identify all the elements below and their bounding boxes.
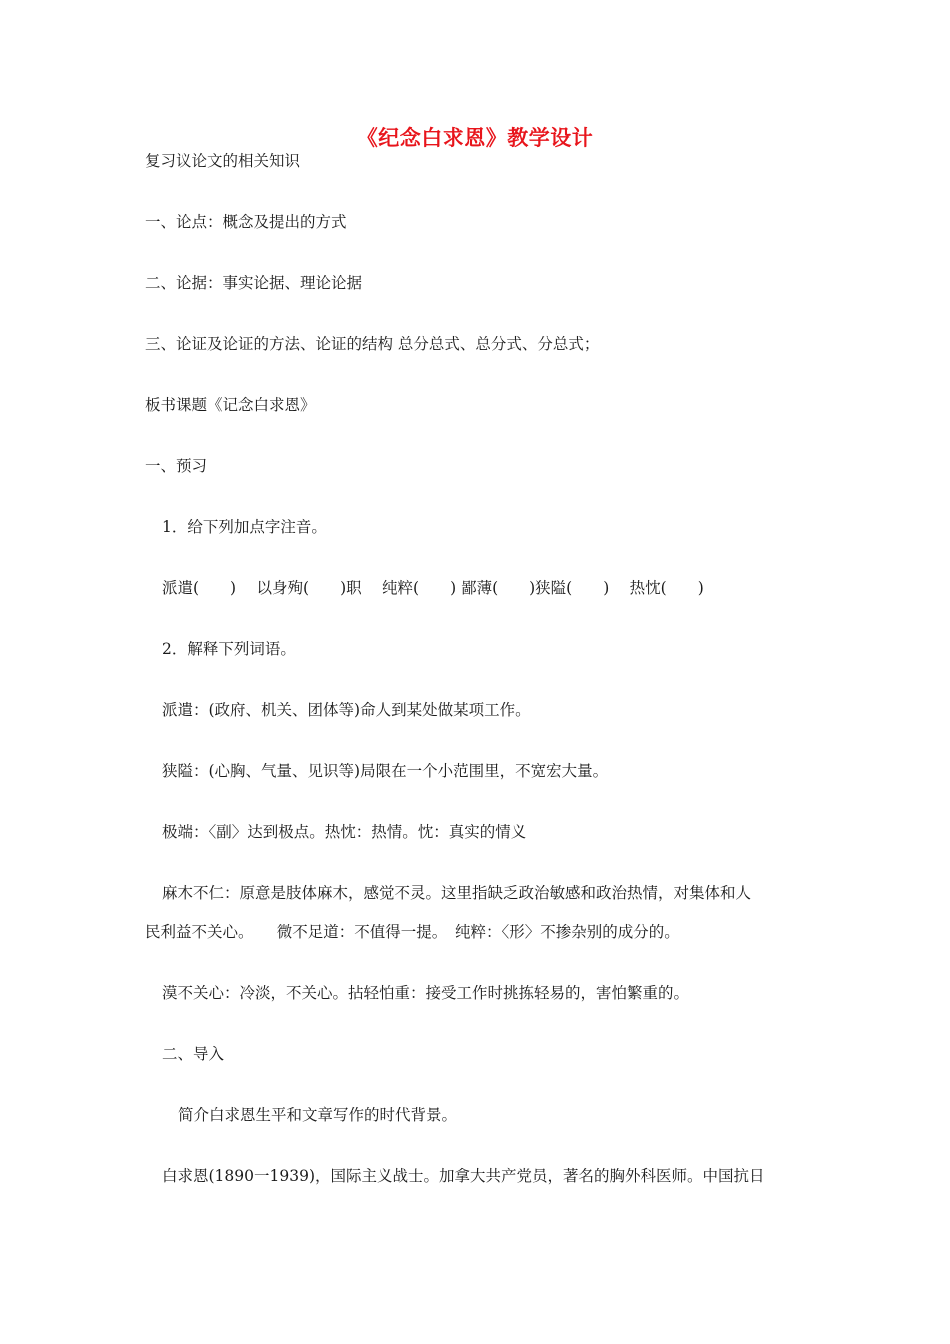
board-title-line: 板书课题《记念白求恩》 [145,396,316,414]
review-item-argument: 三、论证及论证的方法、论证的结构 总分总式、总分式、分总式； [145,335,600,353]
section-intro-heading: 二、导入 [162,1045,225,1063]
definition-mamuburen: 麻木不仁：原意是肢体麻木，感觉不灵。这里指缺乏政治敏感和政治热情，对集体和人 [162,884,752,902]
review-item-evidence: 二、论据：事实论据、理论论据 [145,274,363,292]
bethune-bio-line: 白求恩(1890一1939)，国际主义战士。加拿大共产党员，著名的胸外科医师。中国抗日 [162,1167,765,1185]
document-title: 《纪念白求恩》教学设计 [356,126,594,150]
definition-jiduan: 极端：〈副〉达到极点。热忱：热情。忱：真实的情义 [162,823,527,841]
review-heading: 复习议论文的相关知识 [145,152,301,170]
review-item-thesis: 一、论点：概念及提出的方式 [145,213,347,231]
exercise-2-instruction: 2．解释下列词语。 [162,640,296,658]
intro-summary: 简介白求恩生平和文章写作的时代背景。 [178,1106,458,1124]
section-preview-heading: 一、预习 [145,457,208,475]
definition-mamuburen-cont: 民利益不关心。 微不足道：不值得一提。 纯粹：〈形〉不掺杂别的成分的。 [145,923,680,941]
definition-paiqian: 派遣：(政府、机关、团体等)命人到某处做某项工作。 [162,701,531,719]
pinyin-exercise-line: 派遣( ) 以身殉( )职 纯粹( ) 鄙薄( )狭隘( ) 热忱( ) [162,579,704,597]
definition-mobuguanxin: 漠不关心：冷淡，不关心。拈轻怕重：接受工作时挑拣轻易的，害怕繁重的。 [162,984,690,1002]
definition-xiaai: 狭隘：(心胸、气量、见识等)局限在一个小范围里，不宽宏大量。 [162,762,609,780]
exercise-1-instruction: 1．给下列加点字注音。 [162,518,327,536]
